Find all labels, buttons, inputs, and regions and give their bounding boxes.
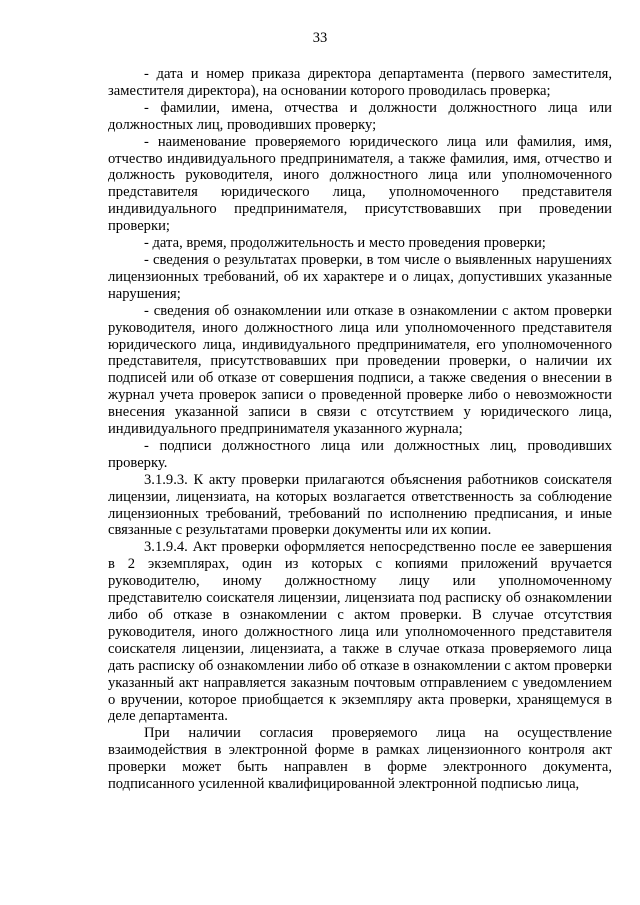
paragraph-inspected-entity: - наименование проверяемого юридического лица или фамилия, имя, отчество индивидуального предпринимателя, а также фамилия, имя, отчество и должность руководителя, иного должностного лица или уполномоченного представителя юридического лица, уполномоченного представителя индивидуального предпринимателя, присутствовавших при проведении проверки; [108, 133, 612, 235]
paragraph-acquaintance: - сведения об ознакомлении или отказе в ознакомлении с актом проверки руководителя, иного должностного лица или уполномоченного представителя юридического лица, индивидуального предпринимателя, его уполномоченного представителя, присутствовавших при проведении проверки, о наличии их подписей или об отказе от совершения подписи, а также сведения о внесении в журнал учета проверок записи о проведенной проверке либо о невозможности внесения указанной записи в связи с отсутствием у юридического лица, индивидуального предпринимателя указанного журнала; [108, 302, 612, 438]
paragraph-inspectors: - фамилии, имена, отчества и должности должностного лица или должностных лиц, проводивших проверку; [108, 99, 612, 133]
page-number: 33 [312, 30, 328, 46]
paragraph-3-1-9-3: 3.1.9.3. К акту проверки прилагаются объяснения работников соискателя лицензии, лицензиата, на которых возлагается ответственность за соблюдение лицензионных требований, требований по исполнению предписания, и иные связанные с результатами проверки документы или их копии. [108, 471, 612, 539]
paragraph-3-1-9-4: 3.1.9.4. Акт проверки оформляется непосредственно после ее завершения в 2 экземплярах, один из которых с копиями приложений вручается руководителю, иному должностному лицу или уполномоченному представителю соискателя лицензии, лицензиата под расписку об ознакомлении либо об отказе в ознакомлении с актом проверки. В случае отсутствия руководителя, иного должностного лица или уполномоченного представителя соискателя лицензии, лицензиата, а также в случае отказа проверяемого лица дать расписку об ознакомлении либо об отказе в ознакомлении с актом проверки указанный акт направляется заказным почтовым отправлением с уведомлением о вручении, которое приобщается к экземпляру акта проверки, хранящемуся в деле департамента. [108, 539, 612, 725]
document-body [108, 66, 612, 793]
paragraph-electronic-form: При наличии согласия проверяемого лица на осуществление взаимодействия в электронной форме в рамках лицензионного контроля акт проверки может быть направлен в форме электронного документа, подписанного усиленной квалифицированной электронной подписью лица, [108, 725, 612, 793]
paragraph-date-time-place: - дата, время, продолжительность и место проведения проверки; [144, 235, 546, 252]
paragraph-results: - сведения о результатах проверки, в том числе о выявленных нарушениях лицензионных требований, об их характере и о лицах, допустивших указанные нарушения; [108, 251, 612, 302]
paragraph-signatures: - подписи должностного лица или должностных лиц, проводивших проверку. [108, 437, 612, 471]
paragraph-order-info: - дата и номер приказа директора департамента (первого заместителя, заместителя директора), на основании которого проводилась проверка; [108, 66, 612, 99]
